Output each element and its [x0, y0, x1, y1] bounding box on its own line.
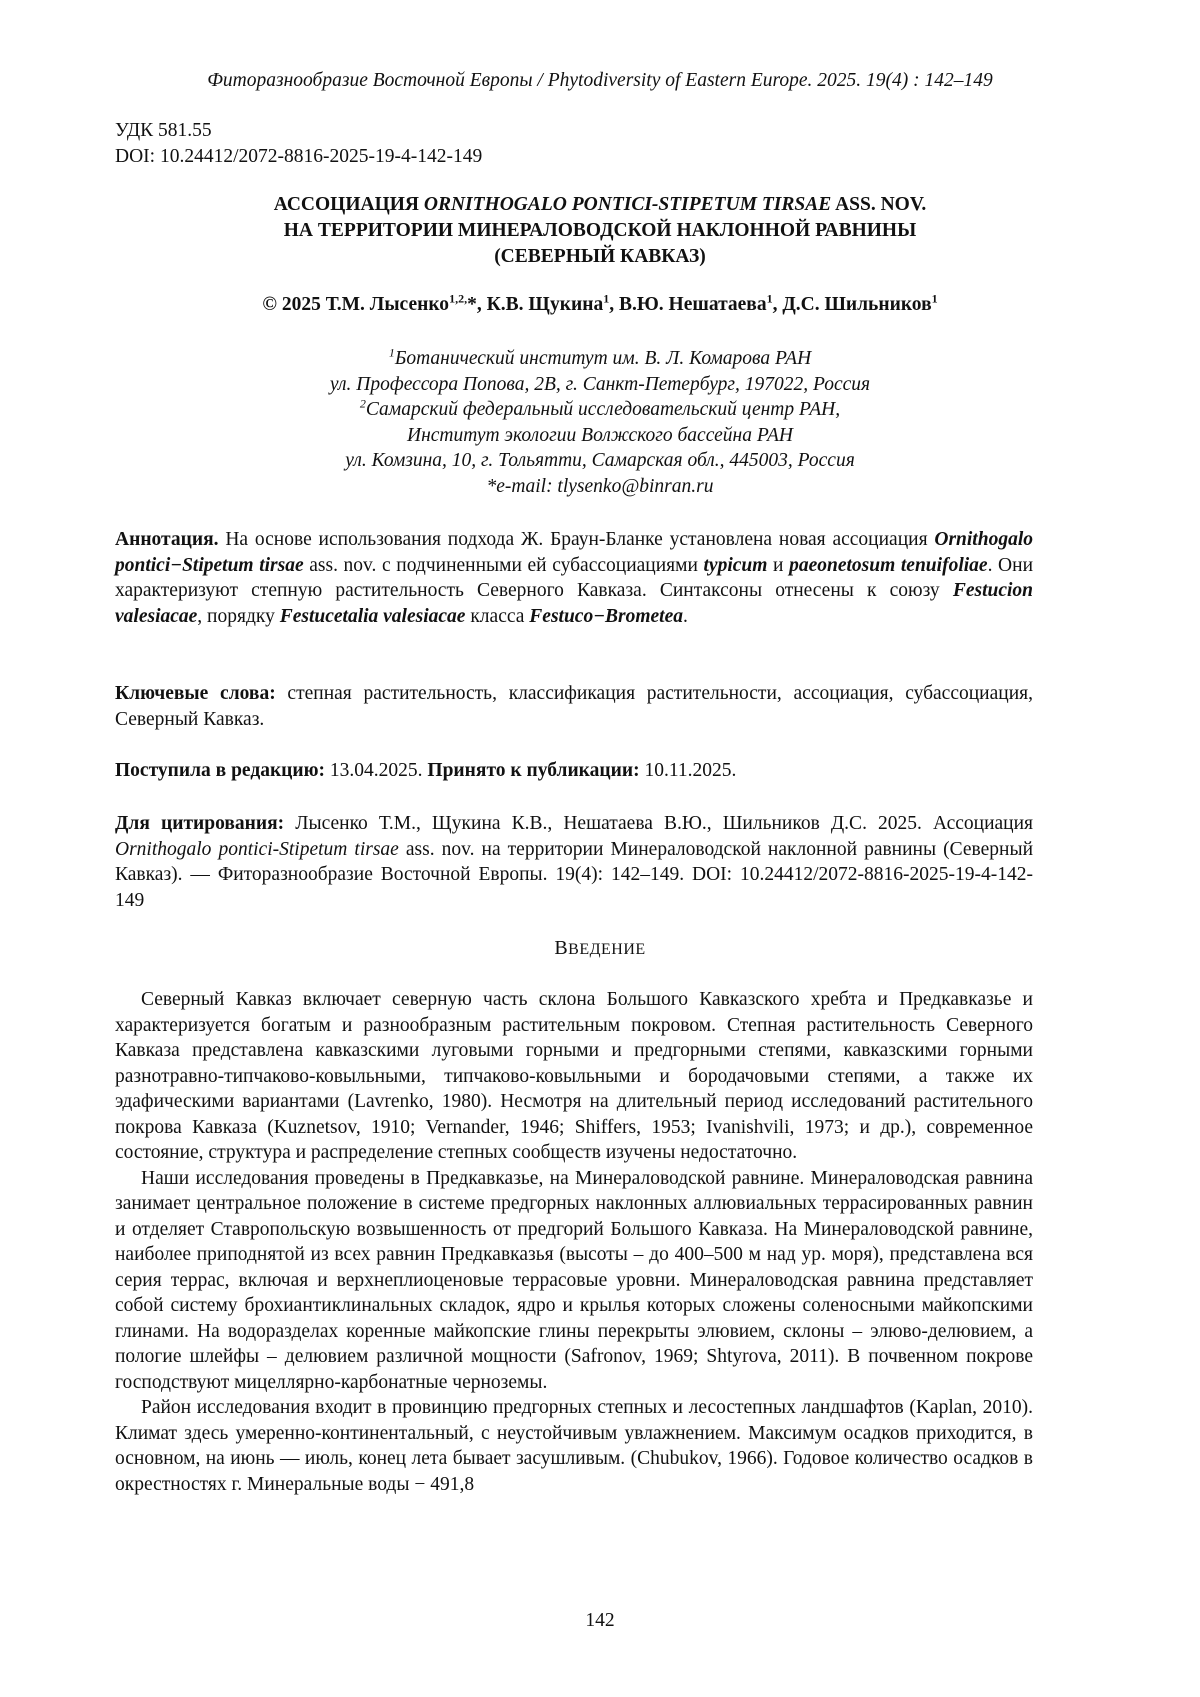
citation-text: ass. nov. на территории Минераловодской наклонной равнины (Северный Кавказ). — Фиторазнообразие Восточной Европы. 19(4): 142–149. DOI: 10.24412/2072-8816-2025-19-4-142-149: [115, 839, 1033, 911]
title-part: ASS. NOV.: [831, 194, 926, 215]
author-4: , Д.С. Шильников: [773, 294, 932, 315]
body-paragraph: Наши исследования проведены в Предкавказье, на Минераловодской равнине. Минераловодская равнина занимает центральное положение в системе предгорных наклонных аллювиальных террасированных равнин и отделяет Ставропольскую возвышенность от предгорий Большого Кавказа. На Минераловодской равнине, наиболее приподнятой из всех равнин Предкавказья (высоты – до 400–500 м над ур. моря), представлена вся серия террас, включая и верхнеплиоценовые террасовые уровни. Минераловодская равнина представляет собой систему брохиантиклинальных складок, ядро и крылья которых сложены соленосными майкопскими глинами. На водоразделах коренные майкопские глины перекрыты элювием, склоны – элюво-делювием, а пологие шлейфы – делювием различной мощности (Safronov, 1969; Shtyrova, 2011). В почвенном покрове господствуют мицеллярно-карбонатные черноземы.: [115, 1166, 1033, 1396]
page: [0, 0, 1200, 1697]
abstract-taxon: paeonetosum tenuifoliae: [789, 555, 987, 576]
abstract-text: .: [683, 606, 688, 627]
author-sup: 1: [932, 292, 938, 306]
body-paragraph: Северный Кавказ включает северную часть склона Большого Кавказского хребта и Предкавказье и характеризуется богатым и разнообразным растительным покровом. Степная растительность Северного Кавказа представлена кавказскими луговыми горными и предгорными степями, кавказскими горными разнотравно-типчаково-ковыльными, типчаково-ковыльными и бородачовыми степями, а также их эдафическими вариантами (Lavrenko, 1980). Несмотря на длительный период исследований растительного покрова Кавказа (Kuznetsov, 1910; Vernander, 1946; Shiffers, 1953; Ivanishvili, 1973; и др.), современное состояние, структура и распределение степных сообществ изучены недостаточно.: [115, 987, 1033, 1166]
title-line-3: (СЕВЕРНЫЙ КАВКАЗ): [0, 244, 1200, 270]
citation: [115, 811, 1033, 913]
accepted-date: 10.11.2025.: [640, 760, 737, 781]
affil-sup: 1: [389, 346, 395, 360]
heading-rest: ВЕДЕНИЕ: [568, 941, 646, 958]
affil-text: Ботанический институт им. В. Л. Комарова РАН: [395, 348, 811, 369]
abstract-text: и: [767, 555, 789, 576]
keywords: [115, 681, 1033, 732]
affiliation-line: Институт экологии Волжского бассейна РАН: [0, 423, 1200, 449]
abstract-taxon: Festuco−Brometea: [529, 606, 683, 627]
author-1: © 2025 Т.М. Лысенко: [262, 294, 449, 315]
citation-taxon: Ornithogalo pontici-Stipetum tirsae: [115, 839, 399, 860]
abstract-taxon: Festucetalia valesiacae: [280, 606, 466, 627]
author-3: , В.Ю. Нешатаева: [609, 294, 766, 315]
abstract-taxon: typicum: [704, 555, 768, 576]
keywords-text: степная растительность, классификация растительности, ассоциация, субассоциация, Северный Кавказ.: [115, 683, 1033, 730]
abstract-label: Аннотация.: [115, 529, 219, 550]
abstract-text: На основе использования подхода Ж. Браун-Бланке установлена новая ассоциация: [219, 529, 935, 550]
title-taxon: ORNITHOGALO PONTICI-STIPETUM TIRSAE: [424, 194, 831, 215]
author-sup: 1: [603, 292, 609, 306]
page-number: 142: [0, 1610, 1200, 1632]
keywords-label: Ключевые слова:: [115, 683, 276, 704]
affiliation-email[interactable]: *e-mail: tlysenko@binran.ru: [0, 474, 1200, 500]
section-heading-introduction: [0, 937, 1200, 960]
heading-cap: В: [554, 937, 568, 959]
title-line-1: [0, 192, 1200, 218]
abstract-text: . Они характеризуют степную растительность Северного Кавказа. Синтаксоны отнесены к союзу: [115, 555, 1033, 602]
affiliation-line: ул. Комзина, 10, г. Тольятти, Самарская обл., 445003, Россия: [0, 448, 1200, 474]
abstract-taxon: Ornithogalo pontici−Stipetum tirsae: [115, 529, 1033, 576]
title-part: АССОЦИАЦИЯ: [274, 194, 424, 215]
affiliation-line: [0, 397, 1200, 423]
received-date: 13.04.2025.: [325, 760, 427, 781]
article-title: [0, 192, 1200, 270]
affil-sup: 2: [360, 397, 366, 411]
citation-label: Для цитирования:: [115, 813, 284, 834]
author-sup: 1: [767, 292, 773, 306]
body-text: [115, 987, 1033, 1497]
udk: УДК 581.55: [115, 118, 482, 144]
authors: [0, 294, 1200, 316]
accepted-label: Принято к публикации:: [427, 760, 639, 781]
body-paragraph: Район исследования входит в провинцию предгорных степных и лесостепных ландшафтов (Kaplan, 2010). Климат здесь умеренно-континентальный, с неустойчивым увлажнением. Максимум осадков приходится, в основном, на июнь — июль, конец лета бывает засушливым. (Chubukov, 1966). Годовое количество осадков в окрестностях г. Минеральные воды − 491,8: [115, 1395, 1033, 1497]
abstract-taxon: Festucion valesiacae: [115, 580, 1033, 627]
affil-text: Самарский федеральный исследовательский центр РАН,: [366, 399, 840, 420]
article-meta: [115, 118, 482, 170]
affiliation-line: ул. Профессора Попова, 2В, г. Санкт-Петербург, 197022, Россия: [0, 372, 1200, 398]
title-line-2: НА ТЕРРИТОРИИ МИНЕРАЛОВОДСКОЙ НАКЛОННОЙ РАВНИНЫ: [0, 218, 1200, 244]
citation-text: Лысенко Т.М., Щукина К.В., Нешатаева В.Ю., Шильников Д.С. 2025. Ассоциация: [284, 813, 1033, 834]
received-label: Поступила в редакцию:: [115, 760, 325, 781]
abstract-text: ass. nov. с подчиненными ей субассоциациями: [304, 555, 704, 576]
running-head: Фиторазнообразие Восточной Европы / Phytodiversity of Eastern Europe. 2025. 19(4) : 142–149: [0, 70, 1200, 92]
affiliations: [0, 346, 1200, 499]
abstract: [115, 527, 1033, 629]
doi: DOI: 10.24412/2072-8816-2025-19-4-142-149: [115, 144, 482, 170]
abstract-text: , порядку: [197, 606, 279, 627]
affiliation-line: [0, 346, 1200, 372]
author-2: *, К.В. Щукина: [467, 294, 603, 315]
dates: [115, 758, 1033, 784]
author-sup: 1,2,: [449, 292, 467, 306]
abstract-text: класса: [465, 606, 529, 627]
